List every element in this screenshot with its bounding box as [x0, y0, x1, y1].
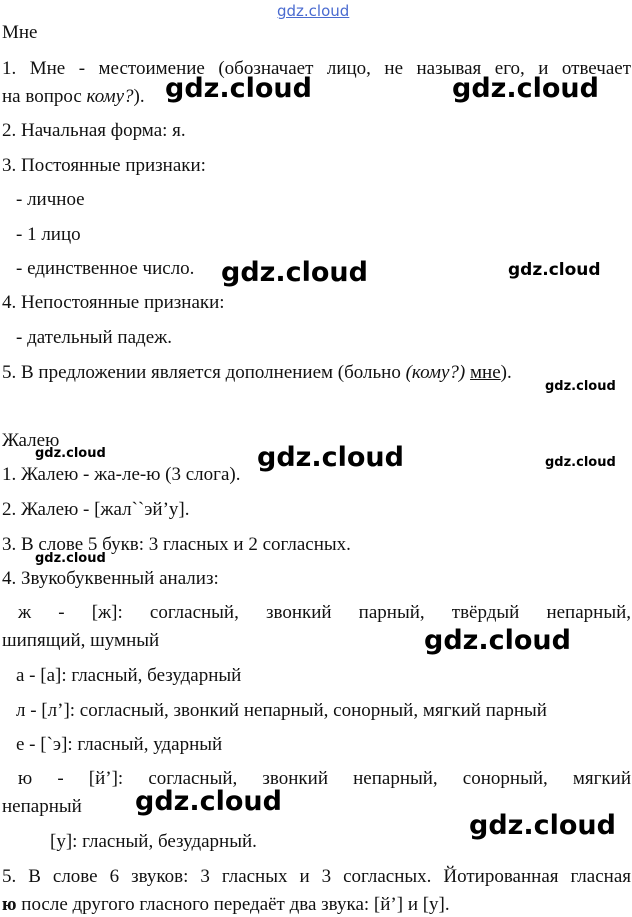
zhaleyu-sound-e: е - [`э]: гласный, ударный [16, 734, 223, 755]
mne-line-5-text: 5. В предложении является дополнением (больно [2, 362, 406, 383]
watermark: gdz.cloud [165, 73, 312, 104]
mne-line-5-end: ). [500, 362, 512, 383]
mne-line-3c: - единственное число. [16, 258, 195, 279]
watermark: gdz.cloud [35, 551, 106, 566]
watermark: gdz.cloud [424, 625, 571, 656]
zhaleyu-line-5: 5. В слове 6 звуков: 3 гласных и 3 согласных. Йотированная гласная [2, 866, 631, 887]
mne-line-3a: - личное [16, 189, 85, 210]
watermark: gdz.cloud [35, 446, 106, 461]
zhaleyu-sound-yu-cont: непарный [2, 796, 82, 817]
zhaleyu-line-1: 1. Жалею - жа-ле-ю (3 слога). [2, 464, 241, 485]
zhaleyu-line-5-cont [2, 894, 450, 916]
zhaleyu-sound-zh: ж - [ж]: согласный, звонкий парный, твёрдый непарный, [18, 602, 631, 623]
mne-line-1: 1. Мне - местоимение (обозначает лицо, не называя его, и отвечает [2, 58, 631, 79]
section-title-zhaleyu: Жалею [2, 430, 60, 451]
mne-question-italic: кому? [86, 86, 134, 107]
watermark: gdz.cloud [469, 810, 616, 841]
mne-line-3b: - 1 лицо [16, 224, 81, 245]
mne-line-1-cont [2, 86, 145, 108]
section-title-mne: Мне [2, 22, 38, 43]
mne-line-1-end: ). [133, 86, 145, 107]
mne-line-5 [2, 362, 512, 384]
zhaleyu-sound-a: а - [а]: гласный, безударный [16, 665, 242, 686]
watermark: gdz.cloud [452, 73, 599, 104]
mne-line-4: 4. Непостоянные признаки: [2, 292, 225, 313]
watermark: gdz.cloud [221, 257, 368, 288]
watermark: gdz.cloud [257, 442, 404, 473]
mne-line-5-underlined: мне [470, 362, 501, 383]
mne-line-2: 2. Начальная форма: я. [2, 120, 186, 141]
watermark: gdz.cloud [135, 786, 282, 817]
watermark: gdz.cloud [545, 379, 616, 394]
zhaleyu-sound-yu: ю - [й’]: согласный, звонкий непарный, сонорный, мягкий [18, 768, 631, 789]
zhaleyu-sound-l: л - [л’]: согласный, звонкий непарный, сонорный, мягкий парный [16, 700, 547, 721]
zhaleyu-iotated-letter: ю [2, 894, 17, 915]
zhaleyu-line-3: 3. В слове 5 букв: 3 гласных и 2 согласных. [2, 534, 351, 555]
mne-line-1-cont-text: на вопрос [2, 86, 87, 107]
mne-line-5-question: (кому?) [405, 362, 466, 383]
zhaleyu-sound-u: [у]: гласный, безударный. [50, 831, 257, 852]
zhaleyu-sound-zh-cont: шипящий, шумный [2, 630, 160, 651]
zhaleyu-line-4: 4. Звукобуквенный анализ: [2, 568, 219, 589]
watermark: gdz.cloud [545, 455, 616, 470]
watermark-link-top[interactable]: gdz.cloud [277, 2, 350, 20]
mne-line-4a: - дательный падеж. [16, 327, 172, 348]
mne-line-3: 3. Постоянные признаки: [2, 155, 206, 176]
zhaleyu-line-5-cont-text: после другого гласного передаёт два звука: [й’] и [у]. [16, 894, 450, 915]
zhaleyu-line-2: 2. Жалею - [жал``эй’у]. [2, 499, 190, 520]
watermark: gdz.cloud [508, 260, 601, 280]
